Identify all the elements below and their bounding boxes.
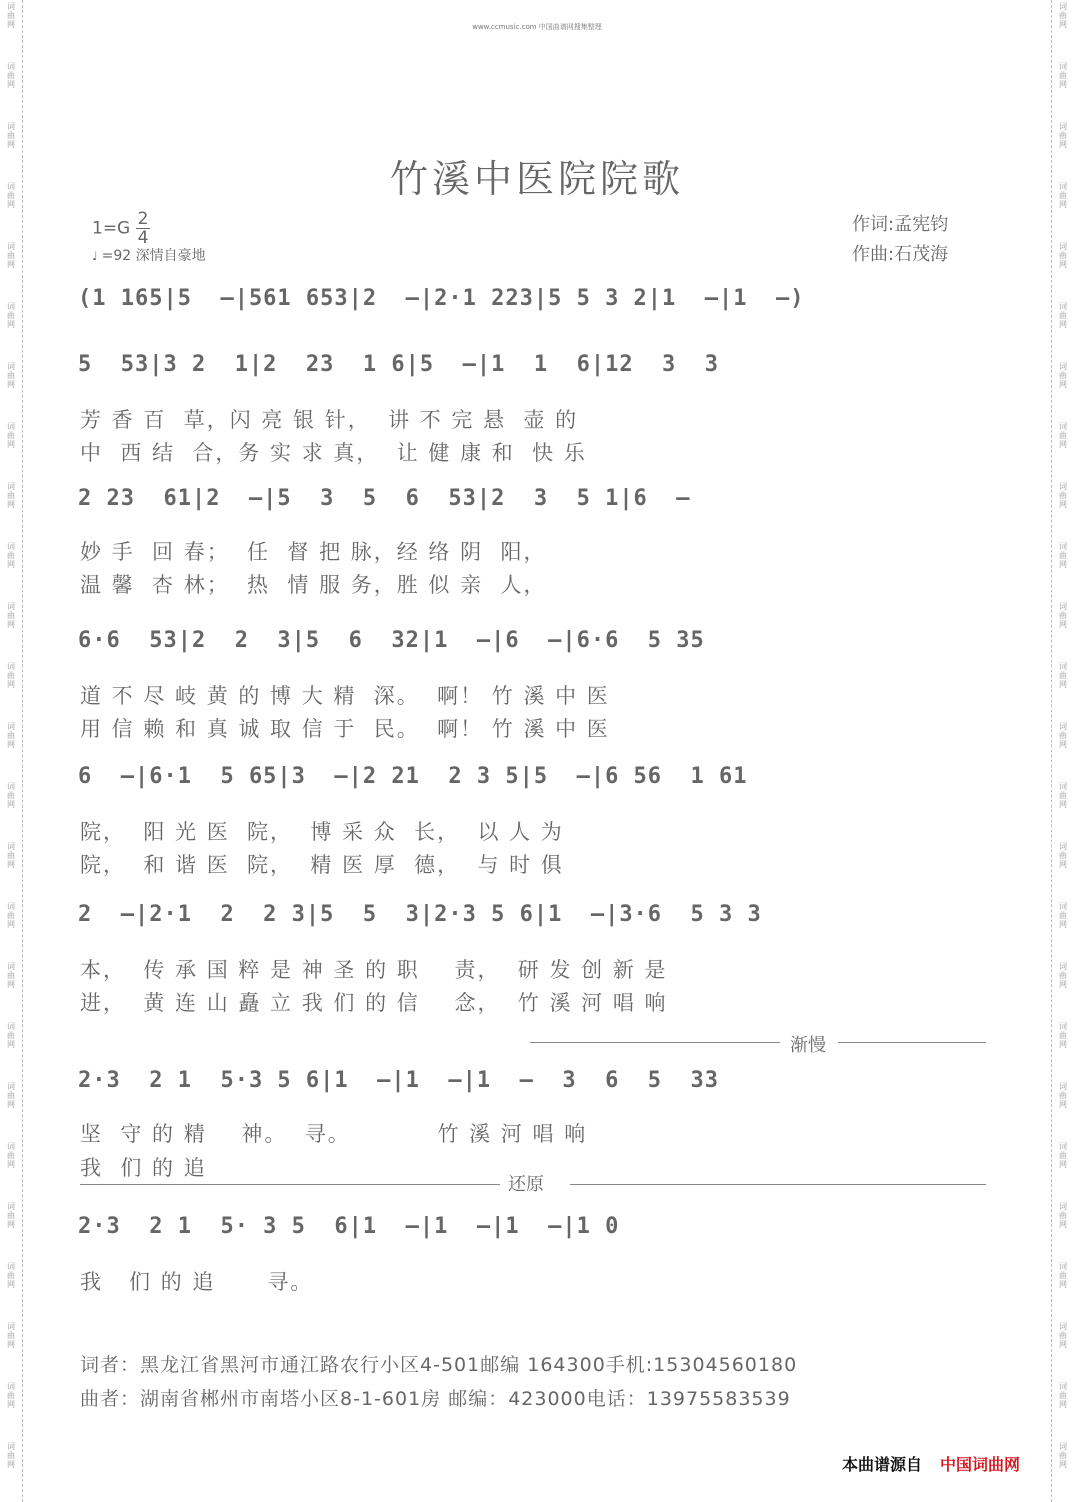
source-prefix: 本曲谱源自: [842, 1455, 923, 1474]
right-margin-strip: [1051, 0, 1074, 1502]
lyric-row-6-verse-2: 进， 黄 连 山 矗 立 我 们 的 信 念， 竹 溪 河 唱 响: [80, 991, 668, 1015]
side-watermark: 词 曲 网: [7, 662, 15, 689]
lyricist-credit: 作词:孟宪钧: [852, 214, 949, 235]
side-watermark: 词 曲 网: [1059, 662, 1067, 689]
side-watermark: 词 曲 网: [7, 2, 15, 29]
key-signature: [92, 210, 150, 247]
notation-row-7: 2·3 2 1 5·3 5 6|1 –|1 –|1 – 3 6 5 33: [78, 1068, 720, 1093]
lyric-row-4-verse-1: 道 不 尽 岐 黄 的 博 大 精 深。 啊！ 竹 溪 中 医: [80, 684, 610, 708]
side-watermark: 词 曲 网: [7, 1022, 15, 1049]
lyric-row-6-verse-1: 本， 传 承 国 粹 是 神 圣 的 职 责， 研 发 创 新 是: [80, 958, 668, 982]
side-watermark: 词 曲 网: [1059, 722, 1067, 749]
side-watermark: 词 曲 网: [7, 1442, 15, 1469]
side-watermark: 词 曲 网: [1059, 362, 1067, 389]
notation-row-1: (1 165|5 –|561 653|2 –|2·1 223|5 5 3 2|1 –|1 –): [78, 286, 805, 311]
side-watermark: 词 曲 网: [1059, 422, 1067, 449]
side-watermark: 词 曲 网: [1059, 1142, 1067, 1169]
side-watermark: 词 曲 网: [1059, 482, 1067, 509]
side-watermark: 词 曲 网: [1059, 302, 1067, 329]
notation-row-4: 6·6 53|2 2 3|5 6 32|1 –|6 –|6·6 5 35: [78, 628, 705, 653]
lyric-row-2-verse-1: 芳 香 百 草，闪 亮 银 针， 讲 不 完 悬 壶 的: [80, 408, 579, 432]
lyric-row-5-verse-2: 院， 和 谐 医 院， 精 医 厚 德， 与 时 俱: [80, 853, 564, 877]
side-watermark: 词 曲 网: [7, 62, 15, 89]
side-watermark: 词 曲 网: [7, 602, 15, 629]
side-watermark: 词 曲 网: [1059, 902, 1067, 929]
side-watermark: 词 曲 网: [7, 782, 15, 809]
notation-row-8: 2·3 2 1 5· 3 5 6|1 –|1 –|1 –|1 0: [78, 1214, 620, 1239]
side-watermark: 词 曲 网: [7, 302, 15, 329]
side-watermark: 词 曲 网: [7, 962, 15, 989]
side-watermark: 词 曲 网: [1059, 182, 1067, 209]
side-watermark: 词 曲 网: [1059, 242, 1067, 269]
lyric-row-2-verse-2: 中 西 结 合，务 实 求 真， 让 健 康 和 快 乐: [80, 441, 587, 465]
source-brand-link[interactable]: 中国词曲网: [940, 1455, 1021, 1474]
side-watermark: 词 曲 网: [1059, 1082, 1067, 1109]
side-watermark: 词 曲 网: [1059, 122, 1067, 149]
notation-row-6: 2 –|2·1 2 2 3|5 5 3|2·3 5 6|1 –|3·6 5 3 3: [78, 902, 762, 927]
side-watermark: 词 曲 网: [1059, 2, 1067, 29]
side-watermark: 词 曲 网: [1059, 62, 1067, 89]
notation-row-3: 2 23 61|2 –|5 3 5 6 53|2 3 5 1|6 –: [78, 486, 691, 511]
side-watermark: 词 曲 网: [7, 122, 15, 149]
tempo-expression: 深情自豪地: [135, 248, 206, 264]
side-watermark: 词 曲 网: [7, 842, 15, 869]
side-watermark: 词 曲 网: [1059, 1022, 1067, 1049]
side-watermark: 词 曲 网: [7, 362, 15, 389]
side-watermark: 词 曲 网: [7, 722, 15, 749]
a-tempo-marking: 还原: [508, 1174, 544, 1195]
quarter-note-icon: ♩: [92, 249, 98, 263]
side-watermark: 词 曲 网: [7, 1382, 15, 1409]
credits: [852, 210, 948, 270]
time-bottom: 4: [137, 228, 149, 248]
side-watermark: 词 曲 网: [1059, 602, 1067, 629]
side-watermark: 词 曲 网: [1059, 542, 1067, 569]
lyric-row-5-verse-1: 院， 阳 光 医 院， 博 采 众 长， 以 人 为: [80, 820, 564, 844]
side-watermark: 词 曲 网: [1059, 1442, 1067, 1469]
side-watermark: 词 曲 网: [7, 182, 15, 209]
composer-credit: 作曲:石茂海: [852, 244, 949, 265]
side-watermark: 词 曲 网: [7, 1322, 15, 1349]
side-watermark: 词 曲 网: [7, 242, 15, 269]
time-signature: [136, 210, 151, 247]
left-margin-strip: [0, 0, 23, 1502]
header-watermark: www.ccmusic.com 中国曲谱网搜集整理: [472, 23, 602, 31]
time-top: 2: [137, 209, 149, 229]
side-watermark: 词 曲 网: [7, 1142, 15, 1169]
source-credit: [842, 1452, 1020, 1475]
tempo-marking: [92, 245, 206, 265]
slow-bracket-line: [530, 1042, 780, 1043]
lyric-row-3-verse-2: 温 馨 杏 林； 热 情 服 务，胜 似 亲 人，: [80, 573, 547, 597]
side-watermark: 词 曲 网: [7, 1202, 15, 1229]
side-watermark: 词 曲 网: [1059, 1322, 1067, 1349]
side-watermark: 词 曲 网: [1059, 1262, 1067, 1289]
side-watermark: 词 曲 网: [7, 482, 15, 509]
side-watermark: 词 曲 网: [1059, 1382, 1067, 1409]
side-watermark: 词 曲 网: [1059, 782, 1067, 809]
key-label: 1=G: [92, 218, 131, 239]
lyric-row-4-verse-2: 用 信 赖 和 真 诚 取 信 于 民。 啊！ 竹 溪 中 医: [80, 717, 610, 741]
lyric-row-8-verse-1: 我 们 的 追 寻。: [80, 1270, 314, 1294]
lyric-row-3-verse-1: 妙 手 回 春； 任 督 把 脉，经 络 阴 阳，: [80, 540, 547, 564]
side-watermark: 词 曲 网: [1059, 1202, 1067, 1229]
restore-bracket-line: [80, 1184, 500, 1185]
song-title: 竹溪中医院院歌: [389, 157, 684, 201]
side-watermark: 词 曲 网: [7, 422, 15, 449]
slow-bracket-line-end: [838, 1042, 986, 1043]
notation-row-5: 6 –|6·1 5 65|3 –|2 21 2 3 5|5 –|6 56 1 61: [78, 764, 748, 789]
notation-row-2: 5 53|3 2 1|2 23 1 6|5 –|1 1 6|12 3 3: [78, 352, 720, 377]
side-watermark: 词 曲 网: [7, 1262, 15, 1289]
composer-address: 曲者：湖南省郴州市南塔小区8-1-601房 邮编：423000电话：13975583539: [80, 1388, 791, 1410]
side-watermark: 词 曲 网: [7, 1082, 15, 1109]
restore-bracket-line-end: [570, 1184, 986, 1185]
lyric-row-7-verse-2: 我 们 的 追: [80, 1156, 207, 1180]
ritardando-marking: 渐慢: [790, 1035, 826, 1056]
side-watermark: 词 曲 网: [1059, 842, 1067, 869]
lyricist-address: 词者：黑龙江省黑河市通江路农行小区4-501邮编 164300手机:15304560180: [80, 1354, 798, 1376]
lyric-row-7-verse-1: 坚 守 的 精 神。 寻。 竹 溪 河 唱 响: [80, 1122, 588, 1146]
side-watermark: 词 曲 网: [7, 902, 15, 929]
side-watermark: 词 曲 网: [7, 542, 15, 569]
side-watermark: 词 曲 网: [1059, 962, 1067, 989]
tempo-value: =92: [101, 248, 132, 264]
